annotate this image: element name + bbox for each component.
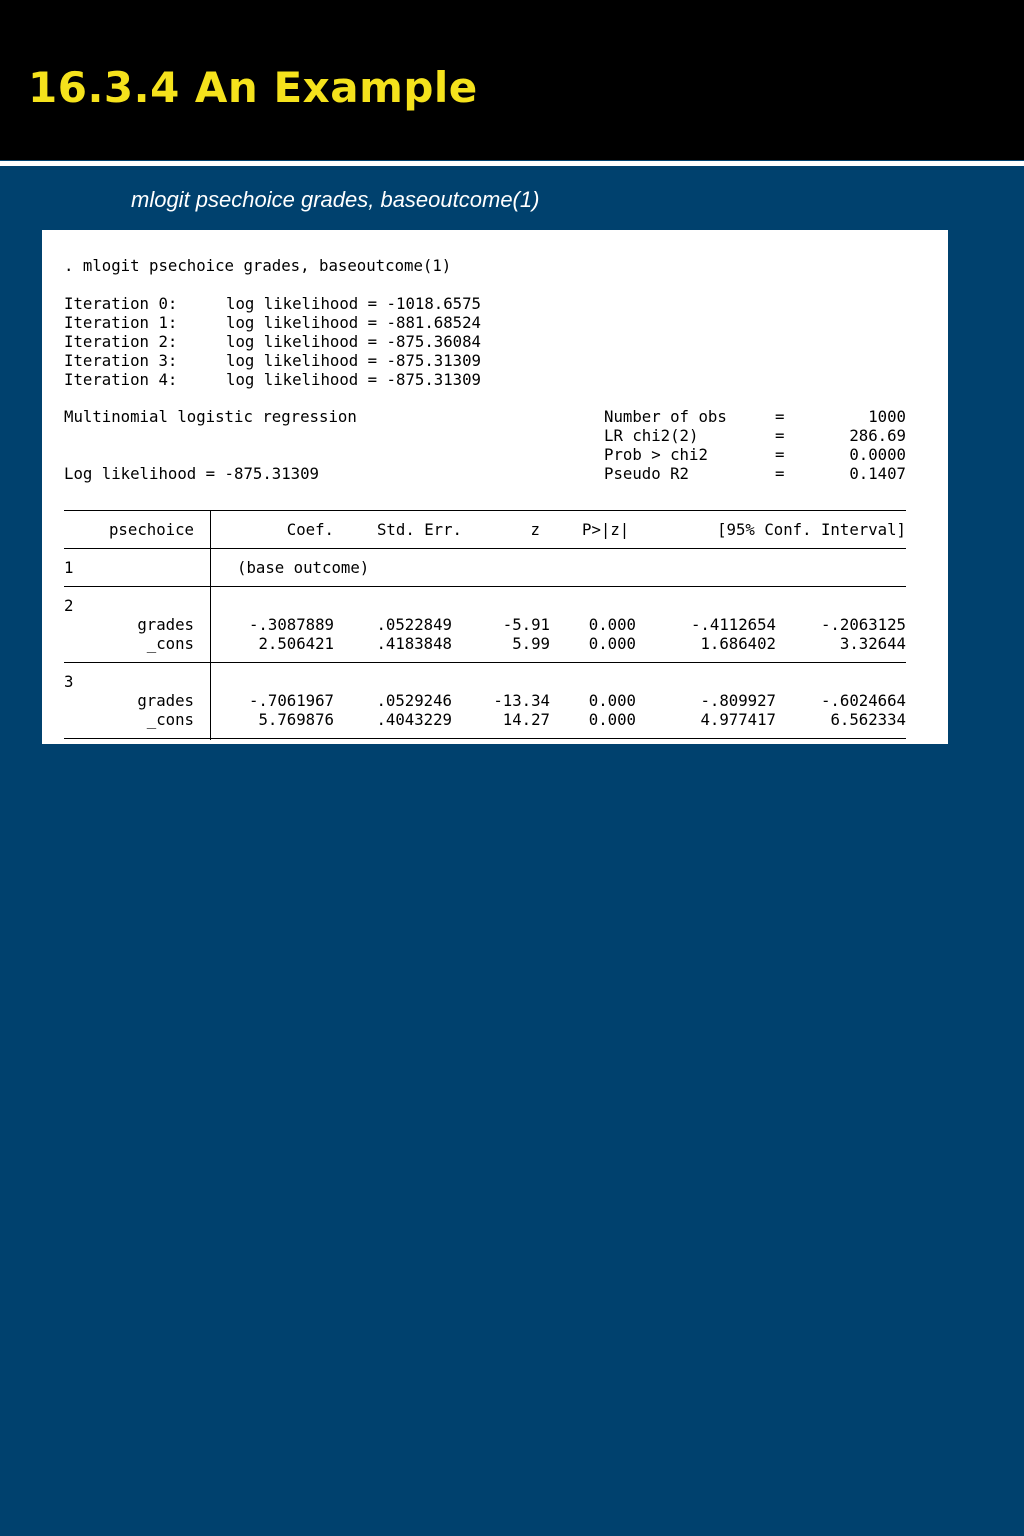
stat-value: 286.69 bbox=[849, 426, 906, 445]
stat-label: Prob > chi2 bbox=[604, 445, 708, 464]
row-ci-upper: 3.32644 bbox=[839, 634, 906, 653]
outcome-label: 2 bbox=[64, 596, 74, 615]
stat-equals: = bbox=[775, 426, 785, 445]
stat-value: 1000 bbox=[868, 407, 906, 426]
row-z: -5.91 bbox=[502, 615, 550, 634]
row-variable: grades bbox=[137, 691, 194, 710]
row-z: 5.99 bbox=[512, 634, 550, 653]
stata-output-panel bbox=[42, 230, 948, 744]
iteration-value: log likelihood = -875.36084 bbox=[226, 332, 482, 351]
iteration-label: Iteration 1: bbox=[64, 313, 178, 332]
iteration-label: Iteration 0: bbox=[64, 294, 178, 313]
stat-label: Pseudo R2 bbox=[604, 464, 690, 483]
row-std-err: .0522849 bbox=[376, 615, 452, 634]
row-ci-lower: -.4112654 bbox=[690, 615, 776, 634]
row-z: 14.27 bbox=[502, 710, 550, 729]
coefficient-table bbox=[0, 520, 1024, 1536]
row-coef: -.3087889 bbox=[248, 615, 334, 634]
outcome-label: 3 bbox=[64, 672, 74, 691]
header-z: z bbox=[530, 520, 540, 539]
row-ci-lower: 4.977417 bbox=[700, 710, 776, 729]
row-p-value: 0.000 bbox=[588, 615, 636, 634]
base-outcome-note: (base outcome) bbox=[237, 558, 370, 577]
header-p-value: P>|z| bbox=[582, 520, 630, 539]
row-ci-upper: -.2063125 bbox=[820, 615, 906, 634]
stat-value: 0.0000 bbox=[849, 445, 906, 464]
header-variable: psechoice bbox=[108, 520, 194, 539]
row-p-value: 0.000 bbox=[588, 691, 636, 710]
row-std-err: .0529246 bbox=[376, 691, 452, 710]
table-rule bbox=[64, 510, 906, 511]
row-coef: 5.769876 bbox=[258, 710, 334, 729]
row-ci-lower: -.809927 bbox=[700, 691, 776, 710]
row-ci-lower: 1.686402 bbox=[700, 634, 776, 653]
iteration-label: Iteration 2: bbox=[64, 332, 178, 351]
header-coef: Coef. bbox=[286, 520, 334, 539]
stat-value: 0.1407 bbox=[849, 464, 906, 483]
row-coef: -.7061967 bbox=[248, 691, 334, 710]
slide-title: 16.3.4 An Example bbox=[28, 63, 478, 112]
row-z: -13.34 bbox=[493, 691, 550, 710]
row-p-value: 0.000 bbox=[588, 634, 636, 653]
stat-equals: = bbox=[775, 464, 785, 483]
header-conf-interval: [95% Conf. Interval] bbox=[717, 520, 906, 539]
iteration-value: log likelihood = -1018.6575 bbox=[226, 294, 482, 313]
table-rule bbox=[64, 738, 906, 739]
outcome-label: 1 bbox=[64, 558, 74, 577]
stat-label: LR chi2(2) bbox=[604, 426, 699, 445]
row-std-err: .4183848 bbox=[376, 634, 452, 653]
final-log-likelihood: Log likelihood = -875.31309 bbox=[64, 464, 320, 483]
iteration-value: log likelihood = -881.68524 bbox=[226, 313, 482, 332]
model-name: Multinomial logistic regression bbox=[64, 407, 357, 426]
iteration-label: Iteration 4: bbox=[64, 370, 178, 389]
row-std-err: .4043229 bbox=[376, 710, 452, 729]
row-ci-upper: 6.562334 bbox=[830, 710, 906, 729]
row-variable: grades bbox=[137, 615, 194, 634]
title-divider bbox=[0, 161, 1024, 166]
slide-subtitle: mlogit psechoice grades, baseoutcome(1) bbox=[131, 187, 540, 212]
row-ci-upper: -.6024664 bbox=[820, 691, 906, 710]
command-line: . mlogit psechoice grades, baseoutcome(1) bbox=[64, 256, 452, 275]
header-std-err: Std. Err. bbox=[376, 520, 462, 539]
iteration-value: log likelihood = -875.31309 bbox=[226, 351, 482, 370]
row-variable: _cons bbox=[146, 710, 194, 729]
stat-label: Number of obs bbox=[604, 407, 727, 426]
table-rule bbox=[64, 548, 906, 549]
iteration-value: log likelihood = -875.31309 bbox=[226, 370, 482, 389]
row-coef: 2.506421 bbox=[258, 634, 334, 653]
row-p-value: 0.000 bbox=[588, 710, 636, 729]
table-column-divider bbox=[210, 510, 211, 740]
table-rule bbox=[64, 662, 906, 663]
row-variable: _cons bbox=[146, 634, 194, 653]
table-rule bbox=[64, 586, 906, 587]
stat-equals: = bbox=[775, 407, 785, 426]
iteration-label: Iteration 3: bbox=[64, 351, 178, 370]
stat-equals: = bbox=[775, 445, 785, 464]
